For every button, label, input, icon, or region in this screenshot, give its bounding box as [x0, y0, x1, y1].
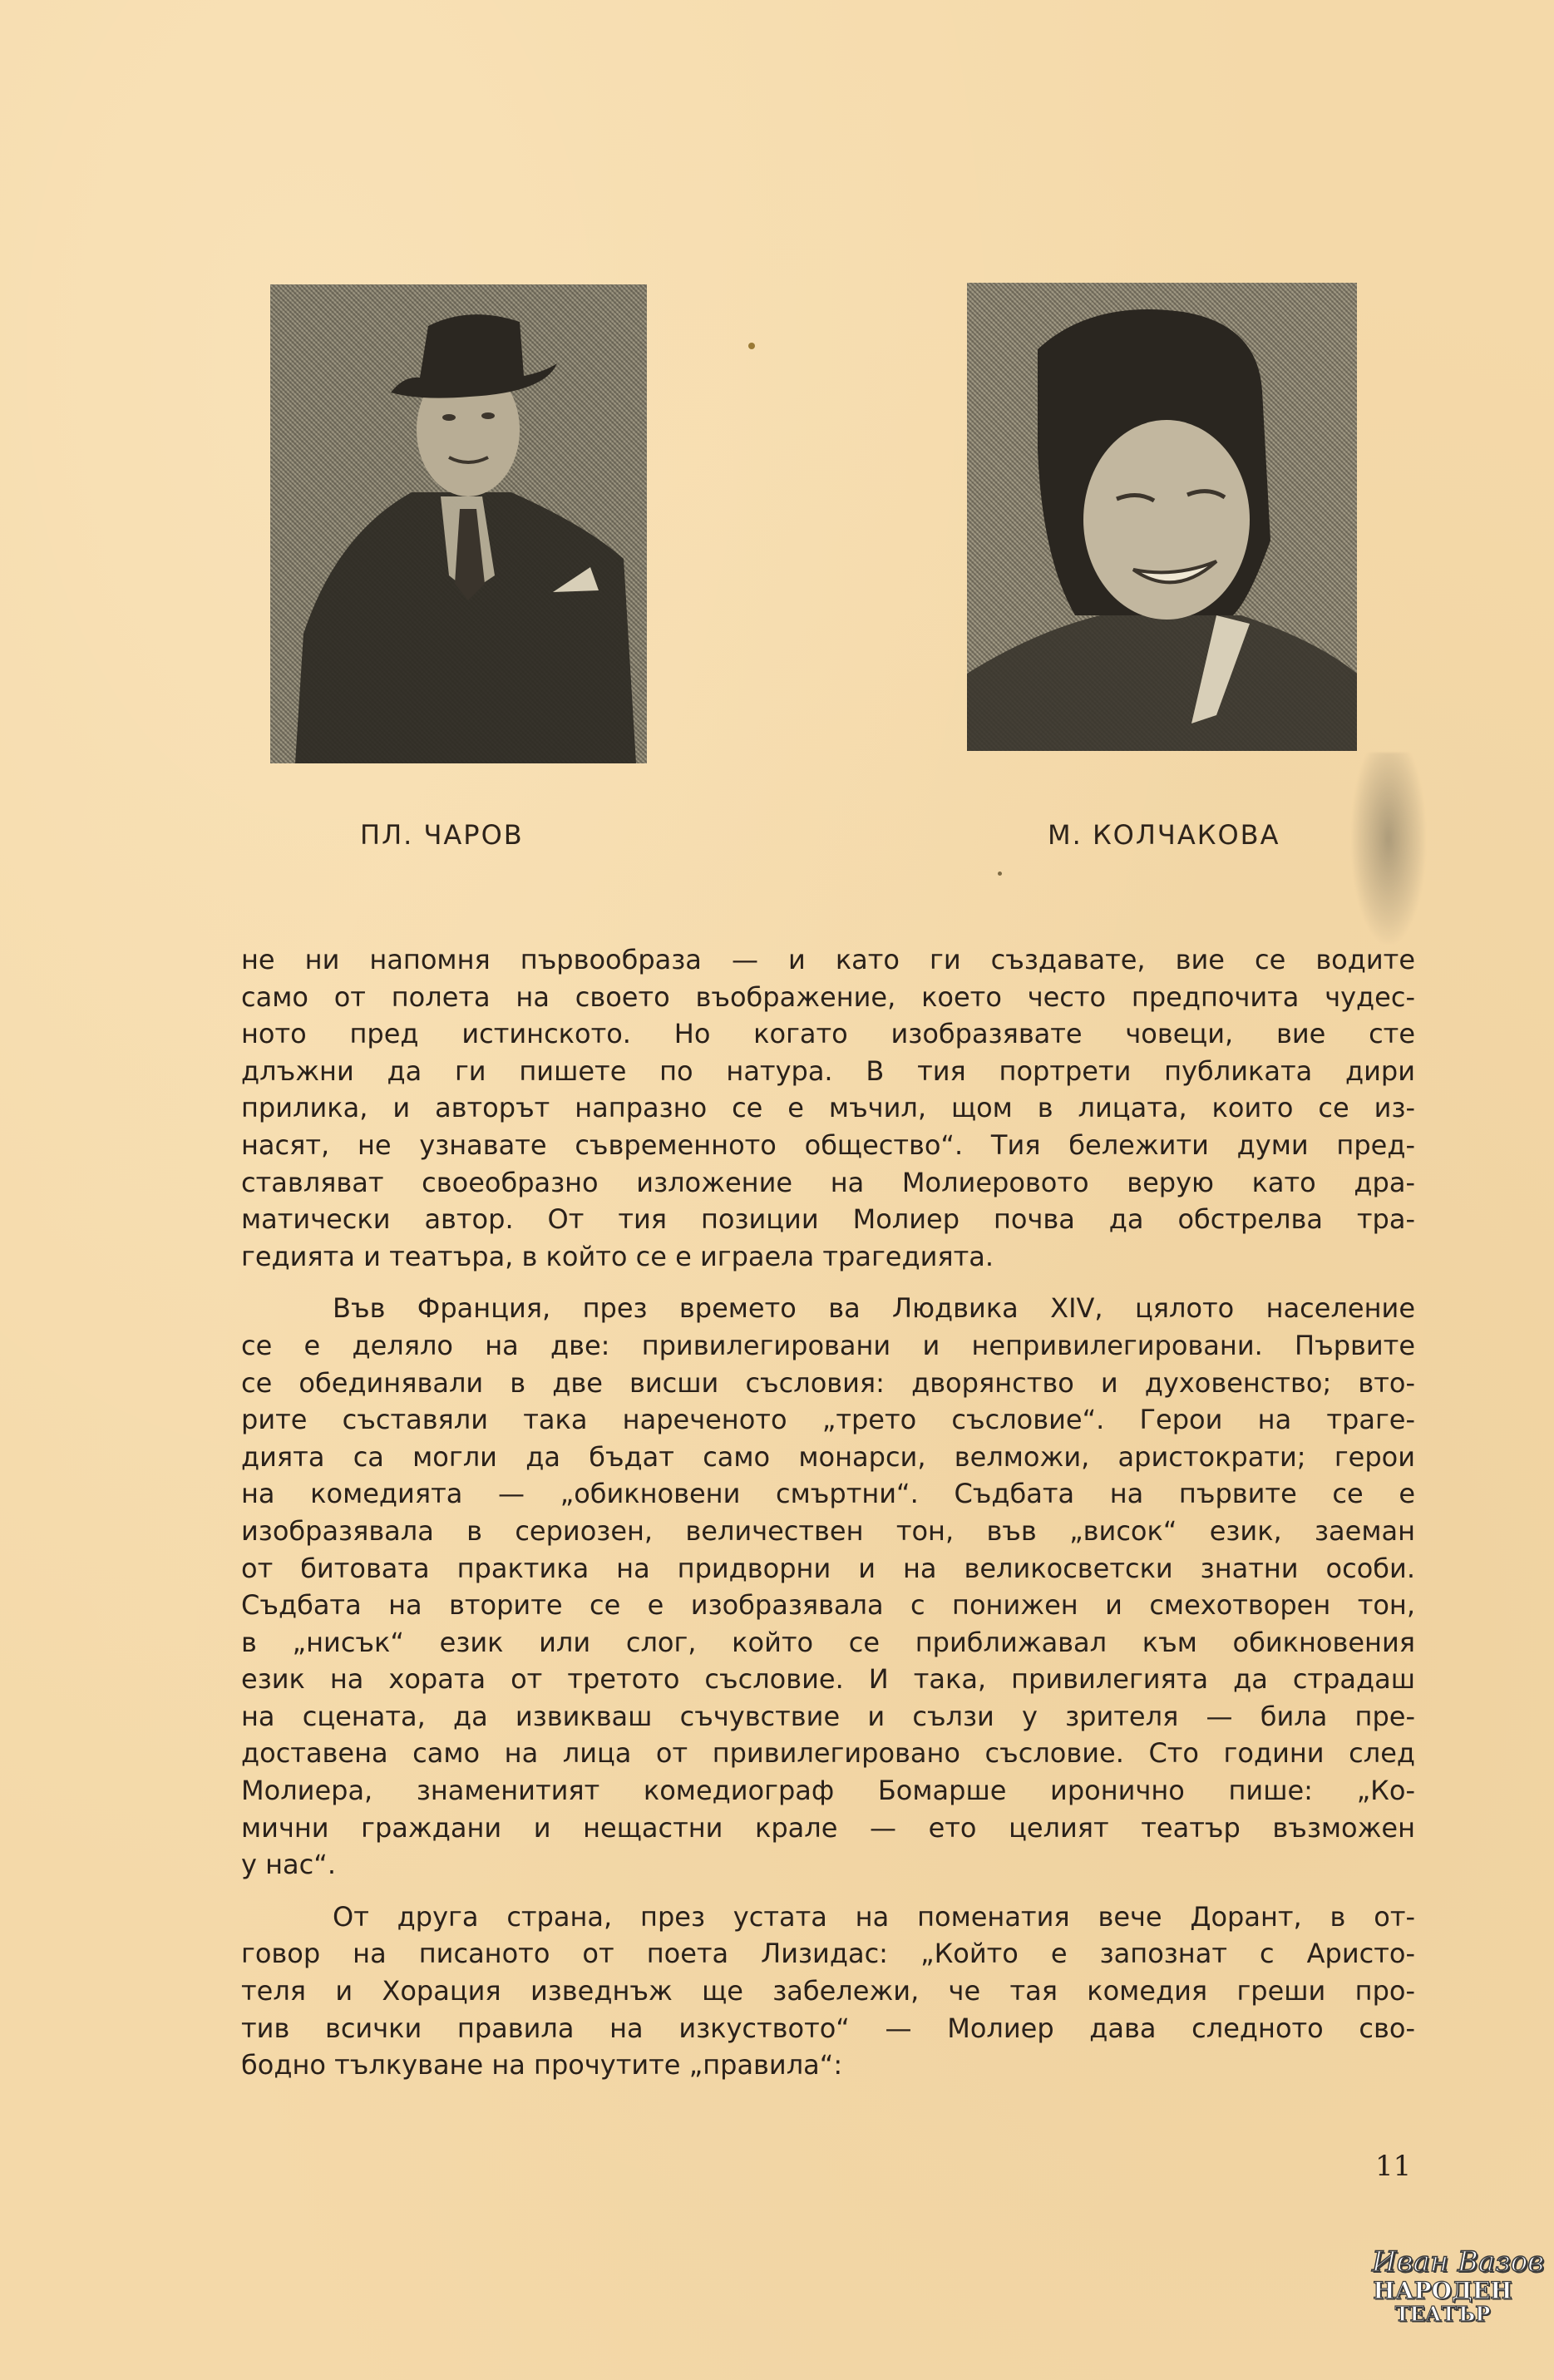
text-line: се обединявали в две висши съсловия: дворянство и духовенство; вто- — [241, 1366, 1415, 1399]
paper-speck — [748, 343, 755, 349]
text-line: език на хората от третото съсловие. И така, привилегията да страдаш — [241, 1663, 1415, 1696]
text-line: бодно тълкуване на прочутите „правила“: — [241, 2049, 843, 2081]
photo-right — [967, 283, 1357, 751]
text-line: доставена само на лица от привилегировано съсловие. Сто години след — [241, 1737, 1415, 1770]
text-line: матически автор. От тия позиции Молиер почва да обстрелва тра- — [241, 1203, 1415, 1236]
text-line: длъжни да ги пишете по натура. В тия портрети публиката дири — [241, 1054, 1415, 1087]
photo-left — [270, 284, 647, 763]
text-line: Молиера, знаменитият комедиограф Бомарше иронично пише: „Ко- — [241, 1775, 1415, 1807]
text-line: на комедията — „обикновени смъртни“. Съдбата на първите се е — [241, 1478, 1415, 1510]
photo-caption-right: М. КОЛЧАКОВА — [1048, 819, 1280, 851]
text-line: от битовата практика на придворни и на великосветски знатни особи. — [241, 1552, 1415, 1584]
text-line: изобразявала в сериозен, величествен тон, във „висок“ език, заеман — [241, 1514, 1415, 1547]
text-line: насят, не узнавате съвременното общество“. Тия бележити думи пред- — [241, 1128, 1415, 1161]
paper-stain — [1351, 753, 1426, 944]
paragraph-2 — [241, 1290, 1415, 1884]
photo-caption-left: ПЛ. ЧАРОВ — [360, 819, 524, 851]
text-line: тив всички правила на изкуството“ — Молиер дава следното сво- — [241, 2012, 1415, 2044]
paper-speck — [998, 872, 1002, 876]
text-line: у нас“. — [241, 1849, 336, 1881]
text-line: говор на писаното от поета Лизидас: „Който е запознат с Аристо- — [241, 1938, 1415, 1970]
text-line: дията са могли да бъдат само монарси, велможи, аристократи; герои — [241, 1440, 1415, 1473]
portrait-man-in-hat-icon — [270, 284, 647, 763]
text-line: прилика, и авторът напразно се е мъчил, щом в лицата, които се из- — [241, 1092, 1415, 1124]
national-theatre-logo — [1372, 2245, 1544, 2338]
portrait-smiling-woman-icon — [967, 283, 1357, 751]
paragraph-3 — [241, 1899, 1415, 2084]
text-line: гедията и театъра, в който се е играела трагедията. — [241, 1240, 994, 1272]
text-line: От друга страна, през устата на поменатия вече Дорант, в от- — [333, 1900, 1415, 1933]
article-body — [241, 941, 1415, 2084]
paragraph-1 — [241, 941, 1415, 1275]
text-line: теля и Хорация изведнъж ще забележи, че тая комедия греши про- — [241, 1975, 1415, 2007]
text-line: ставляват своеобразно изложение на Молиеровото верую като дра- — [241, 1166, 1415, 1198]
text-line: Съдбата на вторите се е изобразявала с понижен и смехотворен тон, — [241, 1589, 1415, 1622]
logo-line-1: НАРОДЕН — [1373, 2277, 1512, 2304]
text-line: рите съставяли така нареченото „трето съсловие“. Герои на траге- — [241, 1404, 1415, 1436]
text-line: ното пред истинското. Но когато изобразявате човеци, вие сте — [241, 1018, 1415, 1050]
text-line: на сцената, да извикваш съчувствие и сълзи у зрителя — била пре- — [241, 1700, 1415, 1732]
text-line: в „нисък“ език или слог, който се приближавал към обикновения — [241, 1626, 1415, 1658]
text-line: не ни напомня първообраза — и като ги създавате, вие се водите — [241, 944, 1415, 975]
text-line: Във Франция, през времето ва Людвика XIV, цялото население — [333, 1292, 1415, 1325]
text-line: се е деляло на две: привилегировани и непривилегировани. Първите — [241, 1329, 1415, 1361]
logo-signature: Иван Вазов — [1372, 2245, 1544, 2279]
text-line: мични граждани и нещастни крале — ето целият театър възможен — [241, 1811, 1415, 1844]
logo-line-2: ТЕАТЪР — [1394, 2302, 1491, 2326]
page-number: 11 — [1375, 2150, 1412, 2183]
text-line: само от полета на своето въображение, което често предпочита чудес- — [241, 980, 1415, 1013]
